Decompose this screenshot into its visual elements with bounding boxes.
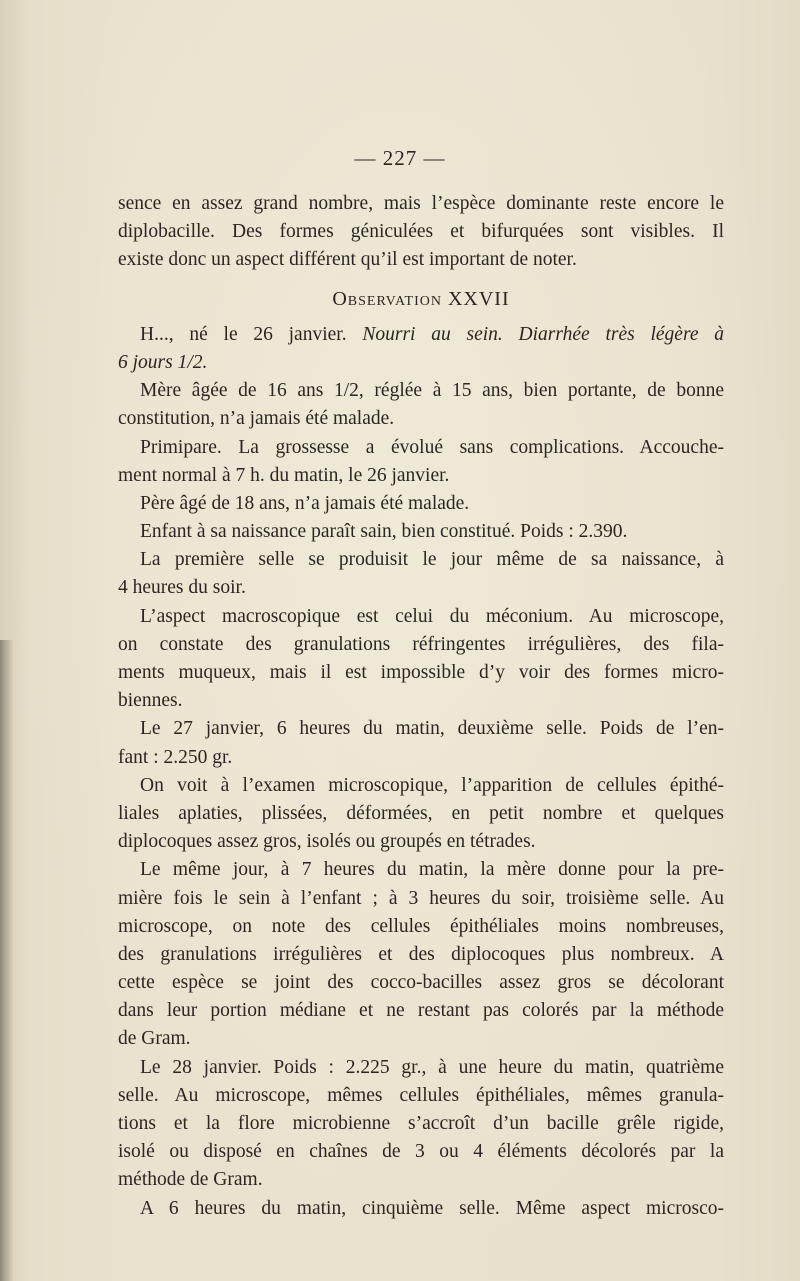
text-line <box>118 490 724 518</box>
text-line <box>118 715 724 743</box>
text-line <box>118 546 724 574</box>
text-line <box>118 1166 724 1194</box>
line-text: diplocoques assez gros, isolés ou groupés en tétrades. <box>118 831 536 853</box>
text-line <box>118 941 724 969</box>
line-text: des granulations irrégulières et des diplocoques plus nombreux. A <box>118 943 724 965</box>
heading-text: Observation XXVII <box>332 287 510 310</box>
line-text: A 6 heures du matin, cinquième selle. Même aspect microsco- <box>140 1197 724 1219</box>
line-text: fant : 2.250 gr. <box>118 746 233 768</box>
line-text: on constate des granulations réfringentes irrégulières, des fila- <box>118 633 724 655</box>
text-line <box>118 603 724 631</box>
italic-text: Nourri au sein. Diarrhée très légère à <box>362 323 724 345</box>
line-text: Primipare. La grossesse a évolué sans complications. Accouche- <box>140 436 724 458</box>
line-text: biennes. <box>118 690 183 712</box>
text-line <box>118 631 724 659</box>
line-text: Mère âgée de 16 ans 1/2, réglée à 15 ans, bien portante, de bonne <box>140 380 724 402</box>
text-line <box>118 659 724 687</box>
text-line <box>118 687 724 715</box>
text-line <box>118 800 724 828</box>
line-text: cette espèce se joint des cocco-bacilles assez gros se décolorant <box>118 972 724 994</box>
line-text: H..., né le 26 janvier. <box>140 323 363 345</box>
text-line <box>118 434 724 462</box>
text-line <box>118 744 724 772</box>
line-text: constitution, n’a jamais été malade. <box>118 408 395 430</box>
text-line <box>118 190 724 218</box>
line-text: On voit à l’examen microscopique, l’apparition de cellules épithé- <box>140 774 724 796</box>
line-text: Le 27 janvier, 6 heures du matin, deuxième selle. Poids de l’en- <box>140 718 724 740</box>
text-line <box>118 1110 724 1138</box>
text-line <box>118 218 724 246</box>
text-line <box>118 1054 724 1082</box>
text-line <box>118 349 724 377</box>
text-line <box>118 246 724 274</box>
text-line <box>118 856 724 884</box>
line-text: sence en assez grand nombre, mais l’espèce dominante reste encore le <box>118 193 724 214</box>
line-text: Enfant à sa naissance paraît sain, bien constitué. Poids : 2.390. <box>140 521 628 543</box>
line-text: selle. Au microscope, mêmes cellules épithéliales, mêmes granula- <box>118 1084 724 1106</box>
text-line <box>118 574 724 602</box>
line-text: Le même jour, à 7 heures du matin, la mère donne pour la pre- <box>140 859 724 881</box>
line-text: Le 28 janvier. Poids : 2.225 gr., à une heure du matin, quatrième <box>140 1056 724 1078</box>
line-text: Père âgé de 18 ans, n’a jamais été malade. <box>140 492 470 514</box>
text-line <box>118 462 724 490</box>
text-line <box>118 1138 724 1166</box>
line-text: tions et la flore microbienne s’accroît d’un bacille grêle rigide, <box>118 1113 724 1134</box>
text-line <box>118 321 724 349</box>
line-text: L’aspect macroscopique est celui du méconium. Au microscope, <box>140 605 724 627</box>
line-text: 4 heures du soir. <box>118 577 246 599</box>
line-text: isolé ou disposé en chaînes de 3 ou 4 éléments décolorés par la <box>118 1141 724 1163</box>
text-line <box>118 969 724 997</box>
line-text: existe donc un aspect différent qu’il est important de noter. <box>118 249 577 271</box>
text-line <box>118 997 724 1025</box>
line-text: méthode de Gram. <box>118 1169 263 1191</box>
text-line <box>118 1082 724 1110</box>
line-text: liales aplaties, plissées, déformées, en petit nombre et quelques <box>118 802 724 824</box>
line-text: mière fois le sein à l’enfant ; à 3 heures du soir, troisième selle. Au <box>118 887 724 909</box>
line-text: de Gram. <box>118 1028 191 1050</box>
line-text: ment normal à 7 h. du matin, le 26 janvier. <box>118 464 450 486</box>
line-text: dans leur portion médiane et ne restant pas colorés par la méthode <box>118 1000 724 1022</box>
text-line <box>118 1195 724 1223</box>
text-line <box>118 518 724 546</box>
text-line <box>118 913 724 941</box>
line-text: diplobacille. Des formes géniculées et bifurquées sont visibles. Il <box>118 221 724 243</box>
body-text <box>118 190 724 1223</box>
page-number: — 227 — <box>354 146 446 170</box>
line-text: microscope, on note des cellules épithéliales moins nombreuses, <box>118 915 724 937</box>
text-line <box>118 377 724 405</box>
text-line <box>118 885 724 913</box>
text-line <box>118 828 724 856</box>
section-heading <box>118 285 724 313</box>
line-text: La première selle se produisit le jour même de sa naissance, à <box>140 549 724 571</box>
text-line <box>118 405 724 433</box>
italic-text: 6 jours 1/2. <box>118 351 208 373</box>
text-line <box>118 772 724 800</box>
page-spine-shadow <box>0 640 14 1281</box>
text-line <box>118 1025 724 1053</box>
line-text: ments muqueux, mais il est impossible d’y voir des formes micro- <box>118 662 724 683</box>
